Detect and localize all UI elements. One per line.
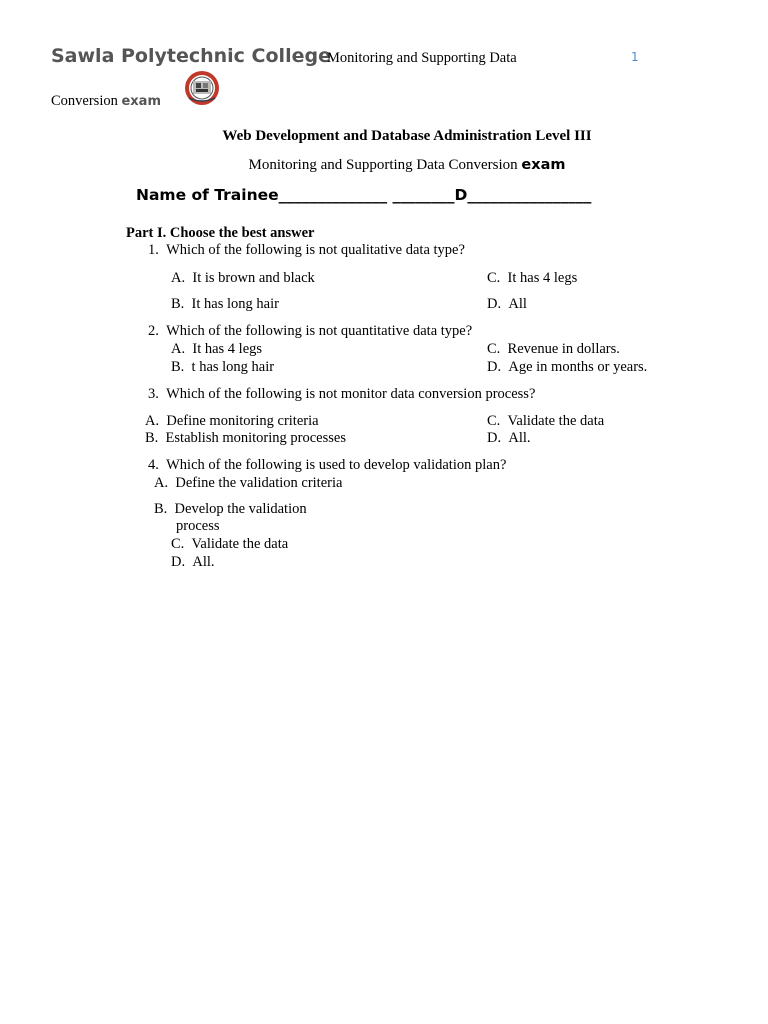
q2-option-b: B. t has long hair [171,359,275,375]
q4-option-b-continued: process [176,518,220,534]
page-number: 1 [631,50,639,64]
q4-option-c: C. Validate the data [171,536,289,552]
question-number: 4. [148,457,159,473]
q3-option-a: A. Define monitoring criteria [145,413,319,429]
question-text: Which of the following is not qualitative data type? [166,242,465,258]
question-text: Which of the following is not monitor data conversion process? [166,386,536,402]
question-4 [148,457,506,474]
question-2 [148,323,472,340]
q3-option-b: B. Establish monitoring processes [145,430,346,446]
header-exam-word: exam [121,94,162,109]
exam-title-text: Monitoring and Supporting Data Conversion [248,157,522,173]
college-name: Sawla Polytechnic College [51,45,331,67]
header-subtitle: Monitoring and Supporting Data [327,50,517,66]
q1-option-a: A. It is brown and black [171,270,315,286]
college-seal-icon [184,70,220,106]
trainee-name-line: Name of Trainee______________ ________D________________ [136,186,592,204]
q4-option-d: D. All. [171,554,215,570]
header-subtitle-text: Conversion [51,93,122,109]
q4-option-b: B. Develop the validation [154,501,307,517]
q2-option-d: D. Age in months or years. [487,359,648,375]
q3-option-c: C. Validate the data [487,413,605,429]
q2-option-a: A. It has 4 legs [171,341,263,357]
question-1 [148,242,465,259]
exam-word: exam [521,157,566,173]
question-number: 2. [148,323,159,339]
part-heading: Part I. Choose the best answer [126,225,315,241]
header-subtitle-continued [51,93,161,110]
q4-option-a: A. Define the validation criteria [154,475,343,491]
exam-title [0,157,768,174]
q2-option-c: C. Revenue in dollars. [487,341,620,357]
course-title: Web Development and Database Administration Level III [222,128,592,144]
question-3 [148,386,535,403]
question-number: 1. [148,242,159,258]
q3-option-d: D. All. [487,430,531,446]
question-text: Which of the following is used to develop validation plan? [166,457,507,473]
question-number: 3. [148,386,159,402]
q1-option-b: B. It has long hair [171,296,279,312]
question-text: Which of the following is not quantitative data type? [166,323,473,339]
q1-option-c: C. It has 4 legs [487,270,578,286]
q1-option-d: D. All [487,296,527,312]
